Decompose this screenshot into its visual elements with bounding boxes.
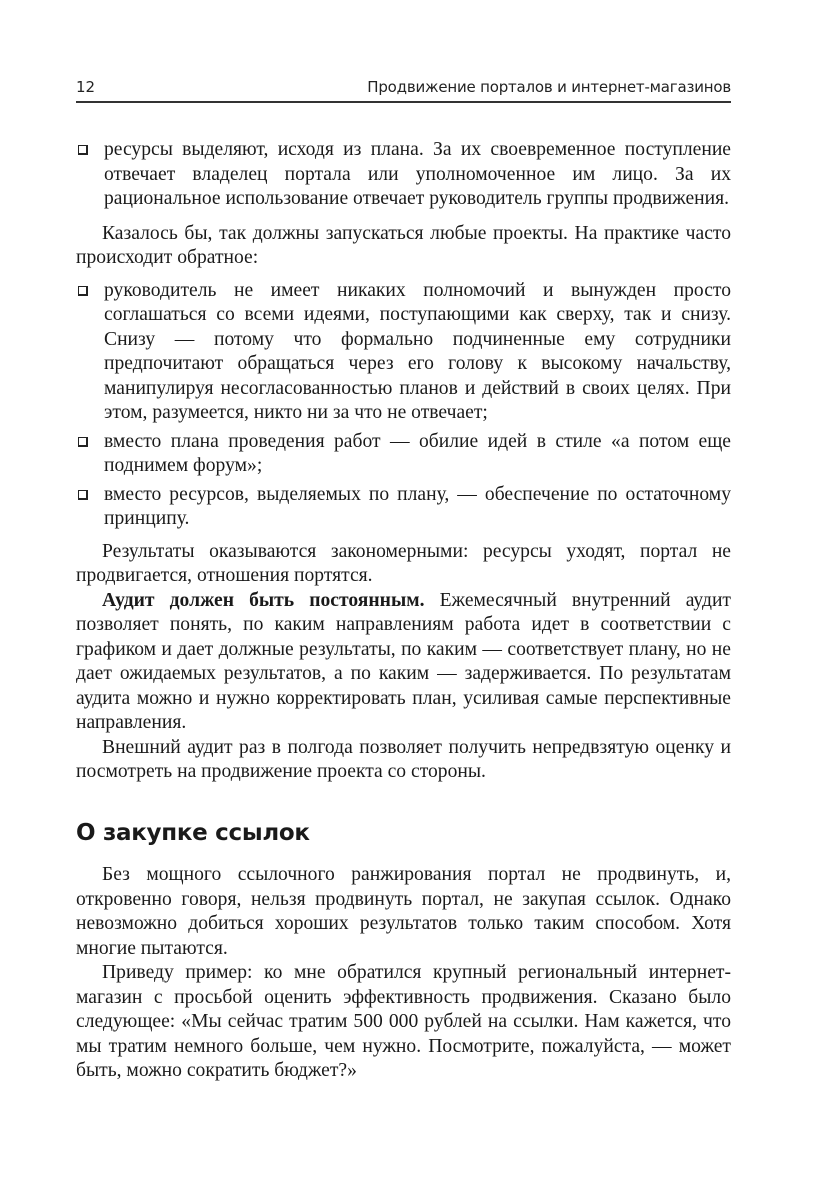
checkbox-bullet-icon — [78, 437, 88, 447]
checkbox-bullet-icon — [78, 490, 88, 500]
paragraph: Без мощного ссылочного ранжирования портал не продвинуть, и, откровенно говоря, нельзя продвинуть портал, не закупая ссылок. Однако невозможно добиться хороших результатов только таким способом. Хотя многие пытаются. — [76, 864, 731, 959]
page-number: 12 — [76, 78, 96, 96]
list-item — [76, 279, 731, 426]
paragraph — [76, 589, 731, 736]
paragraph: Внешний аудит раз в полгода позволяет получить непредвзятую оценку и посмотреть на продвижение проекта со стороны. — [76, 736, 731, 782]
paragraph: Приведу пример: ко мне обратился крупный региональный интернет-магазин с просьбой оценить эффективность продвижения. Сказано было следующее: «Мы сейчас тратим 500 000 рублей на ссылки. Нам кажется, что мы тратим немного больше, чем нужно. Посмотрите, пожалуйста, — может быть, можно сократить бюджет?» — [76, 962, 731, 1081]
running-title: Продвижение порталов и интернет-магазинов — [367, 78, 731, 96]
checkbox-bullet-icon — [78, 286, 88, 296]
paragraph: Казалось бы, так должны запускаться любые проекты. На практике часто происходит обратное: — [76, 222, 731, 268]
list-item — [76, 430, 731, 479]
paragraph-lead-bold: Аудит должен быть постоянным. — [102, 589, 425, 611]
paragraph: Результаты оказываются закономерными: ресурсы уходят, портал не продвигается, отношения портятся. — [76, 540, 731, 586]
paragraph-text: Ежемесячный внутренний аудит позволяет понять, по каким направлениям работа идет в соответствии с графиком и дает должные результаты, по каким — соответствует плану, но не дает ожидаемых результатов, а по каким — задерживается. По результатам аудита можно и нужно корректировать план, усиливая самые перспективные направления. — [76, 589, 731, 733]
checkbox-bullet-icon — [78, 145, 88, 155]
checklist-2 — [76, 279, 731, 532]
list-item-text: вместо ресурсов, выделяемых по плану, — обеспечение по остаточному принципу. — [104, 483, 731, 529]
list-item — [76, 138, 731, 212]
list-item-text: вместо плана проведения работ — обилие идей в стиле «а потом еще поднимем форум»; — [104, 430, 731, 476]
running-header — [76, 78, 731, 103]
book-page — [76, 78, 731, 1084]
list-item-text: ресурсы выделяют, исходя из плана. За их своевременное поступление отвечает владелец портала или уполномоченное им лицо. За их рациональное использование отвечает руководитель группы продвижения. — [104, 139, 731, 209]
checklist-1 — [76, 138, 731, 212]
section-heading: О закупке ссылок — [76, 819, 310, 846]
list-item-text: руководитель не имеет никаких полномочий и вынужден просто соглашаться со всеми идеями, поступающими как сверху, так и снизу. Снизу — потому что формально подчиненные ему сотрудники предпочитают обращаться через его голову к высокому начальству, манипулируя несогласованностью планов и действий в своих целях. При этом, разумеется, никто ни за что не отвечает; — [104, 279, 731, 423]
list-item — [76, 483, 731, 532]
page-body — [76, 138, 731, 1084]
